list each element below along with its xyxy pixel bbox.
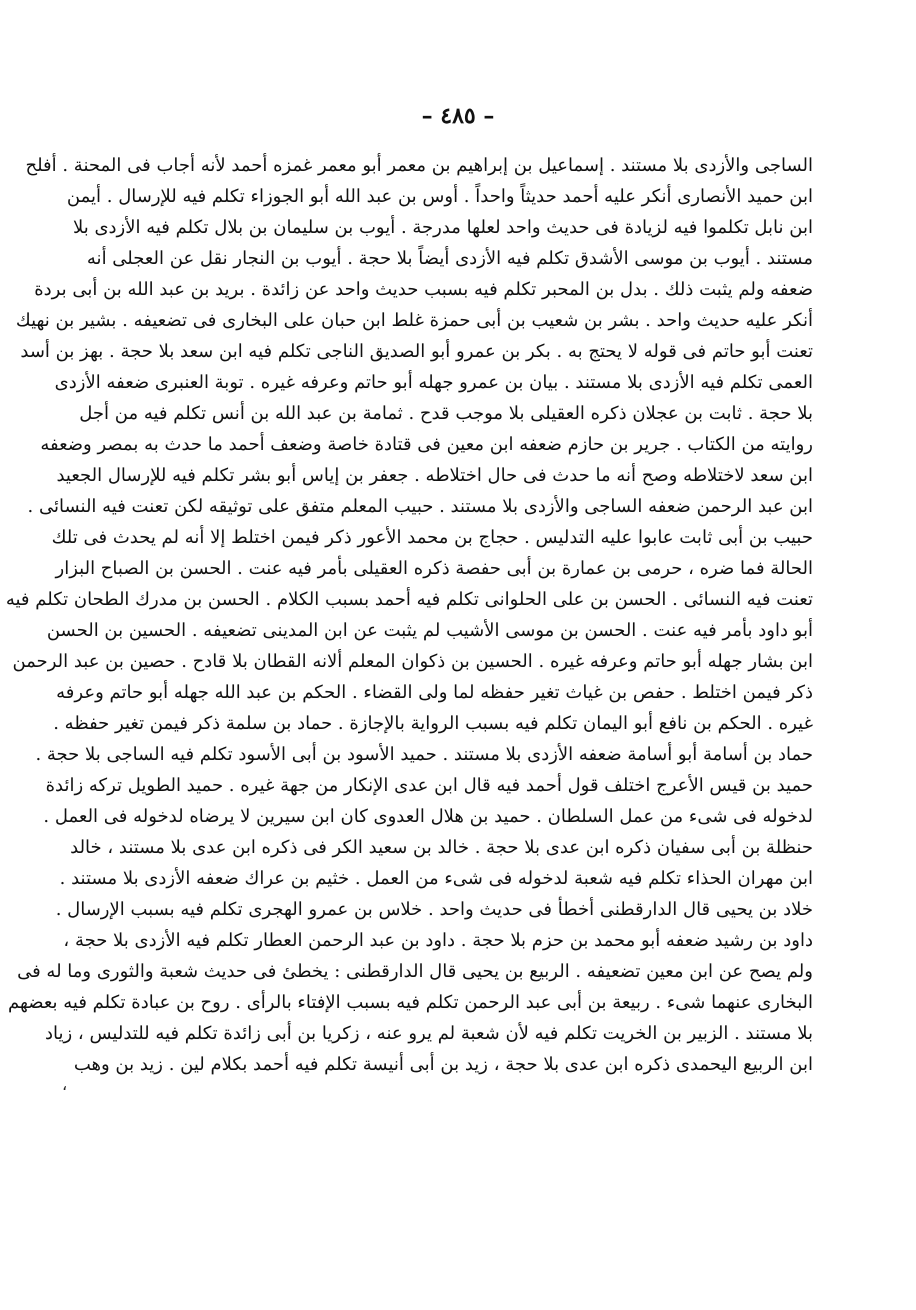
text-line: لدخوله فى شىء من عمل السلطان . حميد بن هلال العدوى كان ابن سيرين لا يرضاه لدخوله فى العمل . xyxy=(43,806,813,827)
text-line: الحالة فما ضره ، حرمى بن عمارة بن أبى حفصة ذكره العقيلى بأمر فيه عنت . الحسن بن الصباح البزار xyxy=(55,558,813,579)
page-number: – ٤٨٥ – xyxy=(421,103,495,129)
text-line: ابن بشار جهله أبو حاتم وعرفه غيره . الحسين بن ذكوان المعلم ألانه القطان بلا قادح . حصين بن عبد الرحمن xyxy=(12,651,813,672)
text-line: أبو داود بأمر فيه عنت . الحسن بن موسى الأشيب لم يثبت عن ابن المدينى تضعيفه . الحسين بن الحسن xyxy=(46,620,813,641)
text-line: حبيب بن أبى ثابت عابوا عليه التدليس . حجاج بن محمد الأعور ذكر فيمن اختلط إلا أنه لم يحدث فى تلك xyxy=(51,527,813,548)
text-line: ضعفه ولم يثبت ذلك . بدل بن المحبر تكلم فيه بسبب حديث واحد عن زائدة . بريد بن عبد الله بن أبى بردة xyxy=(34,279,813,300)
text-line: ابن مهران الحذاء تكلم فيه شعبة لدخوله فى شىء من العمل . خثيم بن عراك ضعفه الأزدى بلا مستند . xyxy=(59,868,813,889)
text-line: تعنت أبو حاتم فى قوله لا يحتج به . بكر بن عمرو أبو الصديق الناجى تكلم فيه ابن سعد بلا حجة . بهز بن أسد xyxy=(20,341,813,362)
text-line: ابن نابل تكلموا فيه لزيادة فى حديث واحد لعلها مدرجة . أيوب بن سليمان بن بلال تكلم فيه الأزدى بلا xyxy=(72,217,813,238)
body-text xyxy=(5,150,813,1080)
text-line: ابن سعد لاختلاطه وصح أنه ما حدث فى حال اختلاطه . جعفر بن إياس أبو بشر تكلم فيه للإرسال الجعيد xyxy=(56,465,813,486)
text-line: ذكر فيمن اختلط . حفص بن غياث تغير حفظه لما ولى القضاء . الحكم بن عبد الله جهله أبو حاتم وعرفه xyxy=(56,682,813,703)
text-line: حماد بن أسامة أبو أسامة ضعفه الأزدى بلا مستند . حميد الأسود بن أبى الأسود تكلم فيه الساجى بلا حجة . xyxy=(35,744,813,765)
margin-mark: ، xyxy=(62,1075,68,1094)
text-line: داود بن رشيد ضعفه أبو محمد بن حزم بلا حجة . داود بن عبد الرحمن العطار تكلم فيه الأزدى بلا حجة ، xyxy=(63,930,813,951)
text-line: مستند . أيوب بن موسى الأشدق تكلم فيه الأزدى أيضاً بلا حجة . أيوب بن النجار نقل عن العجلى أنه xyxy=(86,248,813,269)
text-line: أنكر عليه حديث واحد . بشر بن شعيب بن أبى حمزة غلط ابن حبان على البخارى فى تضعيفه . بشير بن نهيك xyxy=(15,310,813,331)
text-line: العمى تكلم فيه الأزدى بلا مستند . بيان بن عمرو جهله أبو حاتم وعرفه غيره . توبة العنبرى ضعفه الأزدى xyxy=(54,372,813,393)
text-line: بلا حجة . ثابت بن عجلان ذكره العقيلى بلا موجب قدح . ثمامة بن عبد الله بن أنس تكلم فيه من أجل xyxy=(79,403,813,424)
text-line: البخارى عنهما شىء . ربيعة بن أبى عبد الرحمن تكلم فيه بسبب الإفتاء بالرأى . روح بن عبادة تكلم فيه بعضهم xyxy=(7,992,813,1013)
text-line: بلا مستند . الزبير بن الخريت تكلم فيه لأن شعبة لم يرو عنه ، زكريا بن أبى زائدة تكلم فيه للتدليس ، زياد xyxy=(45,1023,813,1044)
text-line: خلاد بن يحيى قال الدارقطنى أخطأ فى حديث واحد . خلاس بن عمرو الهجرى تكلم فيه بسبب الإرسال . xyxy=(55,899,813,920)
text-line: ابن حميد الأنصارى أنكر عليه أحمد حديثاً واحداً . أوس بن عبد الله أبو الجوزاء تكلم فيه للإرسال . أيمن xyxy=(66,186,813,207)
text-line: ابن الربيع اليحمدى ذكره ابن عدى بلا حجة ، زيد بن أبى أنيسة تكلم فيه أحمد بكلام لين . زيد بن وهب xyxy=(73,1054,813,1075)
text-line: ولم يصح عن ابن معين تضعيفه . الربيع بن يحيى قال الدارقطنى : يخطىٔ فى حديث شعبة والثورى وما له فى xyxy=(17,961,813,982)
text-line: روايته من الكتاب . جرير بن حازم ضعفه ابن معين فى قتادة خاصة وضعف أحمد ما حدث به بمصر وضعفه xyxy=(40,434,813,455)
text-line: الساجى والأزدى بلا مستند . إسماعيل بن إبراهيم بن معمر أبو معمر غمزه أحمد لأنه أجاب فى المحنة . أفلح xyxy=(25,155,813,176)
text-line: حميد بن قيس الأعرج اختلف قول أحمد فيه قال ابن عدى الإنكار من جهة غيره . حميد الطويل تركه زائدة xyxy=(45,775,813,796)
text-line: غيره . الحكم بن نافع أبو اليمان تكلم فيه بسبب الرواية بالإجازة . حماد بن سلمة ذكر فيمن تغير حفظه . xyxy=(53,713,813,734)
text-line: ابن عبد الرحمن ضعفه الساجى والأزدى بلا مستند . حبيب المعلم متفق على توثيقه لكن تعنت فيه النسائى . xyxy=(27,496,813,517)
text-line: تعنت فيه النسائى . الحسن بن على الحلوانى تكلم فيه أحمد بسبب الكلام . الحسن بن مدرك الطحان تكلم فيه xyxy=(5,589,813,610)
text-line: حنظلة بن أبى سفيان ذكره ابن عدى بلا حجة . خالد بن سعيد الكر فى ذكره ابن عدى بلا مستند ، خالد xyxy=(70,837,813,858)
